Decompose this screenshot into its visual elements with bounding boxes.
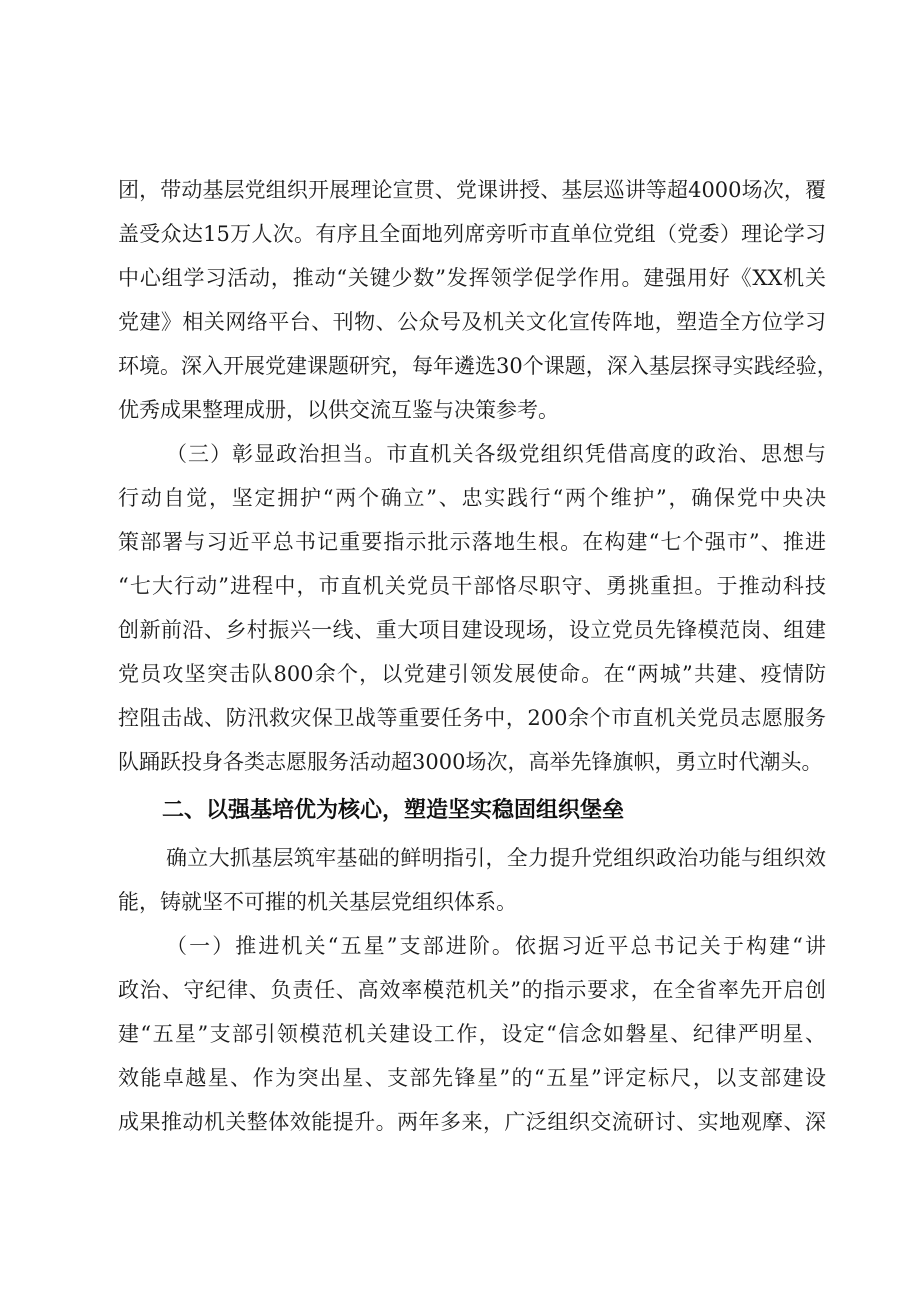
text-line: 中心组学习活动，推动“关键少数”发挥领学促学作用。建强用好《XX机关 <box>118 266 826 290</box>
text-line: 盖受众达15万人次。有序且全面地列席旁听市直单位党组（党委）理论学习 <box>118 222 826 246</box>
text-line: 党员攻坚突击队800余个，以党建引领发展使命。在“两城”共建、疫情防 <box>118 662 826 686</box>
text-line: 策部署与习近平总书记重要指示批示落地生根。在构建“七个强市”、推进 <box>118 530 826 554</box>
text-line: 创新前沿、乡村振兴一线、重大项目建设现场，设立党员先锋模范岗、组建 <box>118 618 826 642</box>
text-line: “七大行动”进程中，市直机关党员干部恪尽职守、勇挑重担。于推动科技 <box>118 574 826 598</box>
text-line: 环境。深入开展党建课题研究，每年遴选30个课题，深入基层探寻实践经验， <box>118 354 838 378</box>
text-line: （三）彰显政治担当。市直机关各级党组织凭借高度的政治、思想与 <box>166 442 826 466</box>
paragraph-five-star-branch <box>118 924 826 1144</box>
text-line: 政治、守纪律、负责任、高效率模范机关”的指示要求，在全省率先开启创 <box>118 978 826 1002</box>
text-line: 能，铸就坚不可摧的机关基层党组织体系。 <box>118 890 517 914</box>
text-line: 建“五星”支部引领模范机关建设工作，设定“信念如磐星、纪律严明星、 <box>118 1022 826 1046</box>
text-line: 行动自觉，坚定拥护“两个确立”、忠实践行“两个维护”，确保党中央决 <box>118 486 826 510</box>
paragraph-study-platforms <box>118 168 838 432</box>
document-body <box>118 168 838 1144</box>
paragraph-political-responsibility <box>118 432 826 784</box>
text-line: 控阻击战、防汛救灾保卫战等重要任务中，200余个市直机关党员志愿服务 <box>118 706 826 730</box>
section-heading: 二、以强基培优为核心，塑造坚实稳固组织堡垒 <box>162 798 625 823</box>
text-line: 确立大抓基层筑牢基础的鲜明指引，全力提升党组织政治功能与组织效 <box>166 846 826 870</box>
text-line: 党建》相关网络平台、刊物、公众号及机关文化宣传阵地，塑造全方位学习 <box>118 310 826 334</box>
text-line: 效能卓越星、作为突出星、支部先锋星”的“五星”评定标尺，以支部建设 <box>118 1066 826 1090</box>
text-line: 优秀成果整理成册，以供交流互鉴与决策参考。 <box>118 398 559 422</box>
text-line: 团，带动基层党组织开展理论宣贯、党课讲授、基层巡讲等超4000场次，覆 <box>118 178 826 202</box>
text-line: 队踊跃投身各类志愿服务活动超3000场次，高举先锋旗帜，勇立时代潮头。 <box>118 750 823 774</box>
text-line: 成果推动机关整体效能提升。两年多来，广泛组织交流研讨、实地观摩、深 <box>118 1110 826 1134</box>
text-line: （一）推进机关“五星”支部进阶。依据习近平总书记关于构建“讲 <box>166 934 826 958</box>
paragraph-section-intro <box>118 836 826 924</box>
